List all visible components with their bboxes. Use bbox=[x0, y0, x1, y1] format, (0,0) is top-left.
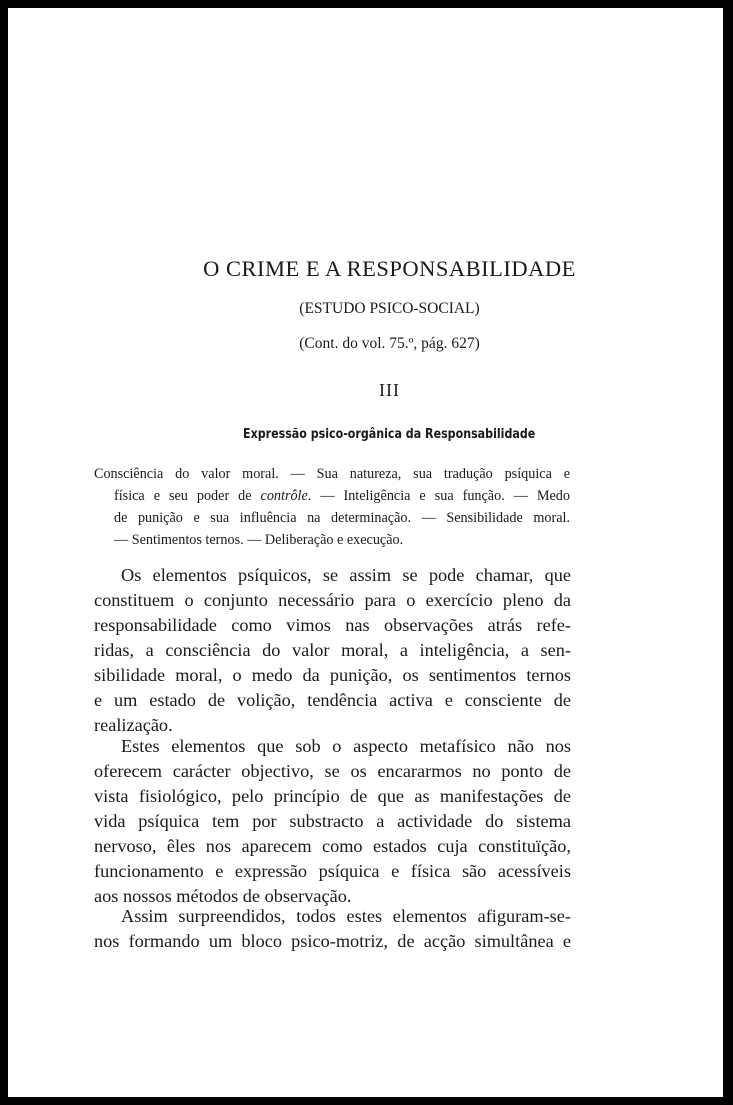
paragraph-line: aos nossos métodos de observação. bbox=[94, 886, 352, 906]
paragraph-line: nervoso, êles nos aparecem como estados cuja constituïção, bbox=[94, 836, 571, 856]
paragraph-line: sibilidade moral, o medo da punição, os sentimentos ternos bbox=[94, 665, 571, 685]
summary-line: Consciência do valor moral. — Sua natureza, sua tradução psíquica e bbox=[94, 466, 570, 482]
paragraph-line: Assim surpreendidos, todos estes elementos afiguram-se- bbox=[121, 906, 571, 926]
paragraph-line: constituem o conjunto necessário para o exercício pleno da bbox=[94, 590, 571, 610]
paragraph-line: ridas, a consciência do valor moral, a inteligência, a sen- bbox=[94, 640, 571, 660]
continuation-note: (Cont. do vol. 75.º, pág. 627) bbox=[299, 335, 480, 352]
paragraph-line: responsabilidade como vimos nas observações atrás refe- bbox=[94, 615, 571, 635]
section-title: Expressão psico-orgânica da Responsabilidade bbox=[243, 426, 536, 442]
paragraph-line: nos formando um bloco psico-motriz, de acção simultânea e bbox=[94, 931, 571, 951]
paragraph-line: vida psíquica tem por substracto a actividade do sistema bbox=[94, 811, 571, 831]
summary-line: física e seu poder de contrôle. — Inteligência e sua função. — Medo bbox=[114, 488, 570, 504]
section-number: III bbox=[379, 380, 400, 400]
article-title: O CRIME E A RESPONSABILIDADE bbox=[203, 256, 576, 281]
paragraph-line: vista fisiológico, pelo princípio de que as manifestações de bbox=[94, 786, 571, 806]
paragraph-line: Estes elementos que sob o aspecto metafísico não nos bbox=[121, 736, 571, 756]
summary-line: de punição e sua influência na determinação. — Sensibilidade moral. bbox=[114, 510, 570, 526]
paragraph-line: realização. bbox=[94, 715, 173, 735]
paragraph-line: oferecem carácter objectivo, se os encararmos no ponto de bbox=[94, 761, 571, 781]
paragraph-line: funcionamento e expressão psíquica e física são acessíveis bbox=[94, 861, 571, 881]
document-page bbox=[8, 8, 723, 1097]
paragraph-line: Os elementos psíquicos, se assim se pode chamar, que bbox=[121, 565, 571, 585]
paragraph-line: e um estado de volição, tendência activa e consciente de bbox=[94, 690, 571, 710]
article-subtitle: (ESTUDO PSICO-SOCIAL) bbox=[299, 300, 480, 317]
summary-line: — Sentimentos ternos. — Deliberação e execução. bbox=[114, 532, 404, 548]
